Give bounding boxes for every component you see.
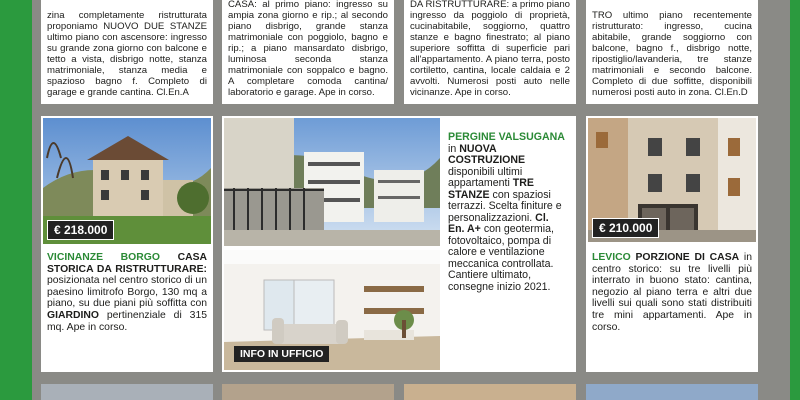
bottom-card-3 bbox=[404, 384, 576, 400]
listing-text-pergine: PERGINE VALSUGANA in NUOVA COSTRUZIONE disponibili ultimi appartamenti TRE STANZE con spaziosi terrazzi. Scelta finiture e personalizzazioni. Cl. En. A+ con geotermia, fotovoltaico, pompa di calore e ventilazione meccanica controllata. Cantiere ultimato, consegne inizio 2021. bbox=[448, 131, 565, 293]
top-card-4 bbox=[586, 0, 758, 104]
green-border-right bbox=[790, 0, 800, 400]
price-badge-borgo: € 218.000 bbox=[47, 220, 114, 240]
listing-card-borgo[interactable] bbox=[41, 116, 213, 372]
bottom-card-1 bbox=[41, 384, 213, 400]
photo-pergine-interior bbox=[224, 250, 440, 370]
top-card-2-text: CASA: al primo piano: ingresso su ampia zona giorno e rip.; al secondo piano disbrigo, grande stanza matrimoniale con poggiolo, bagno e rip.; a piano mansardato disbrigo, luminosa seconda stanza matrimoniale con soppalco e bagno. A completare comoda cantina/ laboratorio e garage. Ape in corso. bbox=[228, 0, 388, 98]
photo-pergine-exterior bbox=[224, 118, 440, 246]
bottom-card-4 bbox=[586, 384, 758, 400]
listing-text-borgo: VICINANZE BORGO CASA STORICA DA RISTRUTTURARE: posizionata nel centro storico di un paesino limitrofo Borgo, 130 mq a piano, su due piani più soffitta con GIARDINO pertinenziale di 315 mq. Ape in corso. bbox=[47, 252, 208, 333]
top-card-3 bbox=[404, 0, 576, 104]
top-card-2 bbox=[222, 0, 394, 104]
top-card-3-text: DA RISTRUTTURARE: a primo piano ingresso da poggiolo di proprietà, cucinabitabile, soggiorno, quattro stanze e bagno finestrato; al piano superiore soffitta di superficie pari all'appartamento. A piano terra, posto cortiletto, cantina, locale caldaia e 2 avvolti. Numerosi posti auto nelle vicinanze. Ape in corso. bbox=[410, 0, 570, 98]
price-badge-levico: € 210.000 bbox=[592, 218, 659, 238]
listing-card-pergine[interactable] bbox=[222, 116, 576, 372]
green-border-left bbox=[0, 0, 32, 400]
listing-title-levico: LEVICO bbox=[592, 252, 631, 263]
top-card-1 bbox=[41, 0, 213, 104]
listing-card-levico[interactable] bbox=[586, 116, 758, 372]
listing-title-pergine: PERGINE VALSUGANA bbox=[448, 131, 565, 143]
top-card-1-text: zina completamente ristrutturata proponiamo NUOVO DUE STANZE ultimo piano con ascensore: ingresso su grande zona giorno con balcone e tetto a vista, disbrigo notte, stanza matrimoniale, stanza media e spazioso bagno f. Completo di garage e grande cantina. Cl.En.A bbox=[47, 10, 207, 98]
photo-borgo-house bbox=[43, 118, 211, 244]
bottom-card-2 bbox=[222, 384, 394, 400]
listing-title-borgo: VICINANZE BORGO bbox=[47, 252, 160, 263]
info-in-ufficio-label: INFO IN UFFICIO bbox=[234, 346, 329, 362]
top-card-4-text: TRO ultimo piano recentemente ristrutturato: ingresso, cucina abitabile, grande soggiorno con balcone, bagno f., disbrigo notte, ripostiglio/lavanderia, tre stanze matrimoniali e secondo balcone. Completo di due soffitte, disponibili numerosi posti auto in zona. Cl.En.D bbox=[592, 10, 752, 98]
photo-levico-house bbox=[588, 118, 756, 242]
energy-class-pergine: Cl. En. A+ bbox=[448, 211, 549, 235]
listing-subtitle-levico: PORZIONE DI CASA bbox=[635, 252, 740, 263]
listing-text-levico: LEVICO PORZIONE DI CASA in centro storico: su tre livelli più interrato in buono stato: cantina, negozio al piano terra e altri due livelli sui quali sono stati distribuiti tre mini appartamenti. Ape in corso. bbox=[592, 252, 752, 333]
listing-subtitle-borgo: CASA STORICA DA RISTRUTTURARE: bbox=[47, 252, 208, 275]
